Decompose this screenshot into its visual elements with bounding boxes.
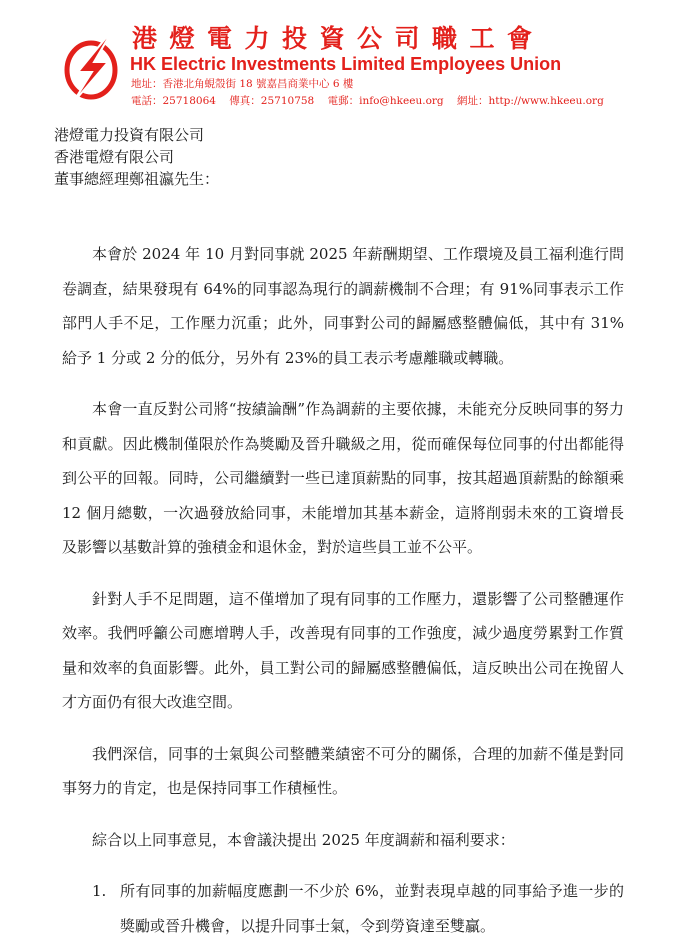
org-name-chinese: 港燈電力投資公司職工會	[132, 24, 545, 53]
body-paragraph: 本會於 2024 年 10 月對同事就 2025 年薪酬期望、工作環境及員工福利進行問卷調查，結果發現有 64%的同事認為現行的調薪機制不合理；有 91%同事表示工作部門人手不足，工作壓力沉重；此外，同事對公司的歸屬感整體偏低，其中有 31%給予 1 分或 2 分的低分，另外有 23%的員工表示考慮離職或轉職。	[62, 245, 624, 367]
letterhead	[64, 22, 684, 110]
body-paragraph: 我們深信，同事的士氣與公司整體業績密不可分的關係，合理的加薪不僅是對同事努力的肯定，也是保持同事工作積極性。	[62, 744, 624, 797]
org-website: 網址：http://www.hkeeu.org	[456, 95, 604, 107]
letter-body	[62, 237, 624, 943]
org-address: 地址：香港北角蜆殼街 18 號嘉昌商業中心 6 樓	[131, 78, 354, 90]
org-email: 電郵：info@hkeeu.org	[327, 95, 444, 107]
recipient-line: 香港電燈有限公司	[54, 148, 175, 166]
lightning-bolt-icon	[64, 26, 122, 106]
body-paragraph: 本會一直反對公司將“按績論酬”作為調薪的主要依據，未能充分反映同事的努力和貢獻。因此機制僅限於作為獎勵及晉升職級之用，從而確保每位同事的付出都能得到公平的回報。同時，公司繼續對一些已達頂薪點的同事，按其超過頂薪點的餘額乘 12 個月總數，一次過發放給同事，未能增加其基本薪金，這將削弱未來的工資增長及影響以基數計算的強積金和退休金，對於這些員工並不公平。	[62, 400, 624, 556]
body-paragraph: 針對人手不足問題，這不僅增加了現有同事的工作壓力，還影響了公司整體運作效率。我們呼籲公司應增聘人手，改善現有同事的工作強度，減少過度勞累對工作質量和效率的負面影響。此外，員工對公司的歸屬感整體偏低，這反映出公司在挽留人才方面仍有很大改進空間。	[62, 589, 624, 711]
org-fax: 傳真：25710758	[229, 95, 315, 107]
org-name-english: HK Electric Investments Limited Employees Union	[130, 54, 562, 74]
list-number: 1.	[92, 882, 107, 900]
recipient-salutation: 董事總經理鄭祖瀛先生：	[54, 170, 220, 188]
org-phone: 電話：25718064	[131, 95, 216, 107]
org-contact-line	[131, 94, 614, 108]
body-paragraph: 綜合以上同事意見，本會議決提出 2025 年度調薪和福利要求：	[92, 830, 515, 849]
demand-list-item	[62, 874, 624, 943]
recipient-line: 港燈電力投資有限公司	[54, 126, 205, 144]
list-text: 所有同事的加薪幅度應劃一不少於 6%，並對表現卓越的同事給予進一步的獎勵或晉升機會，以提升同事士氣，令到勞資達至雙贏。	[120, 882, 624, 935]
recipient-block	[54, 124, 219, 190]
